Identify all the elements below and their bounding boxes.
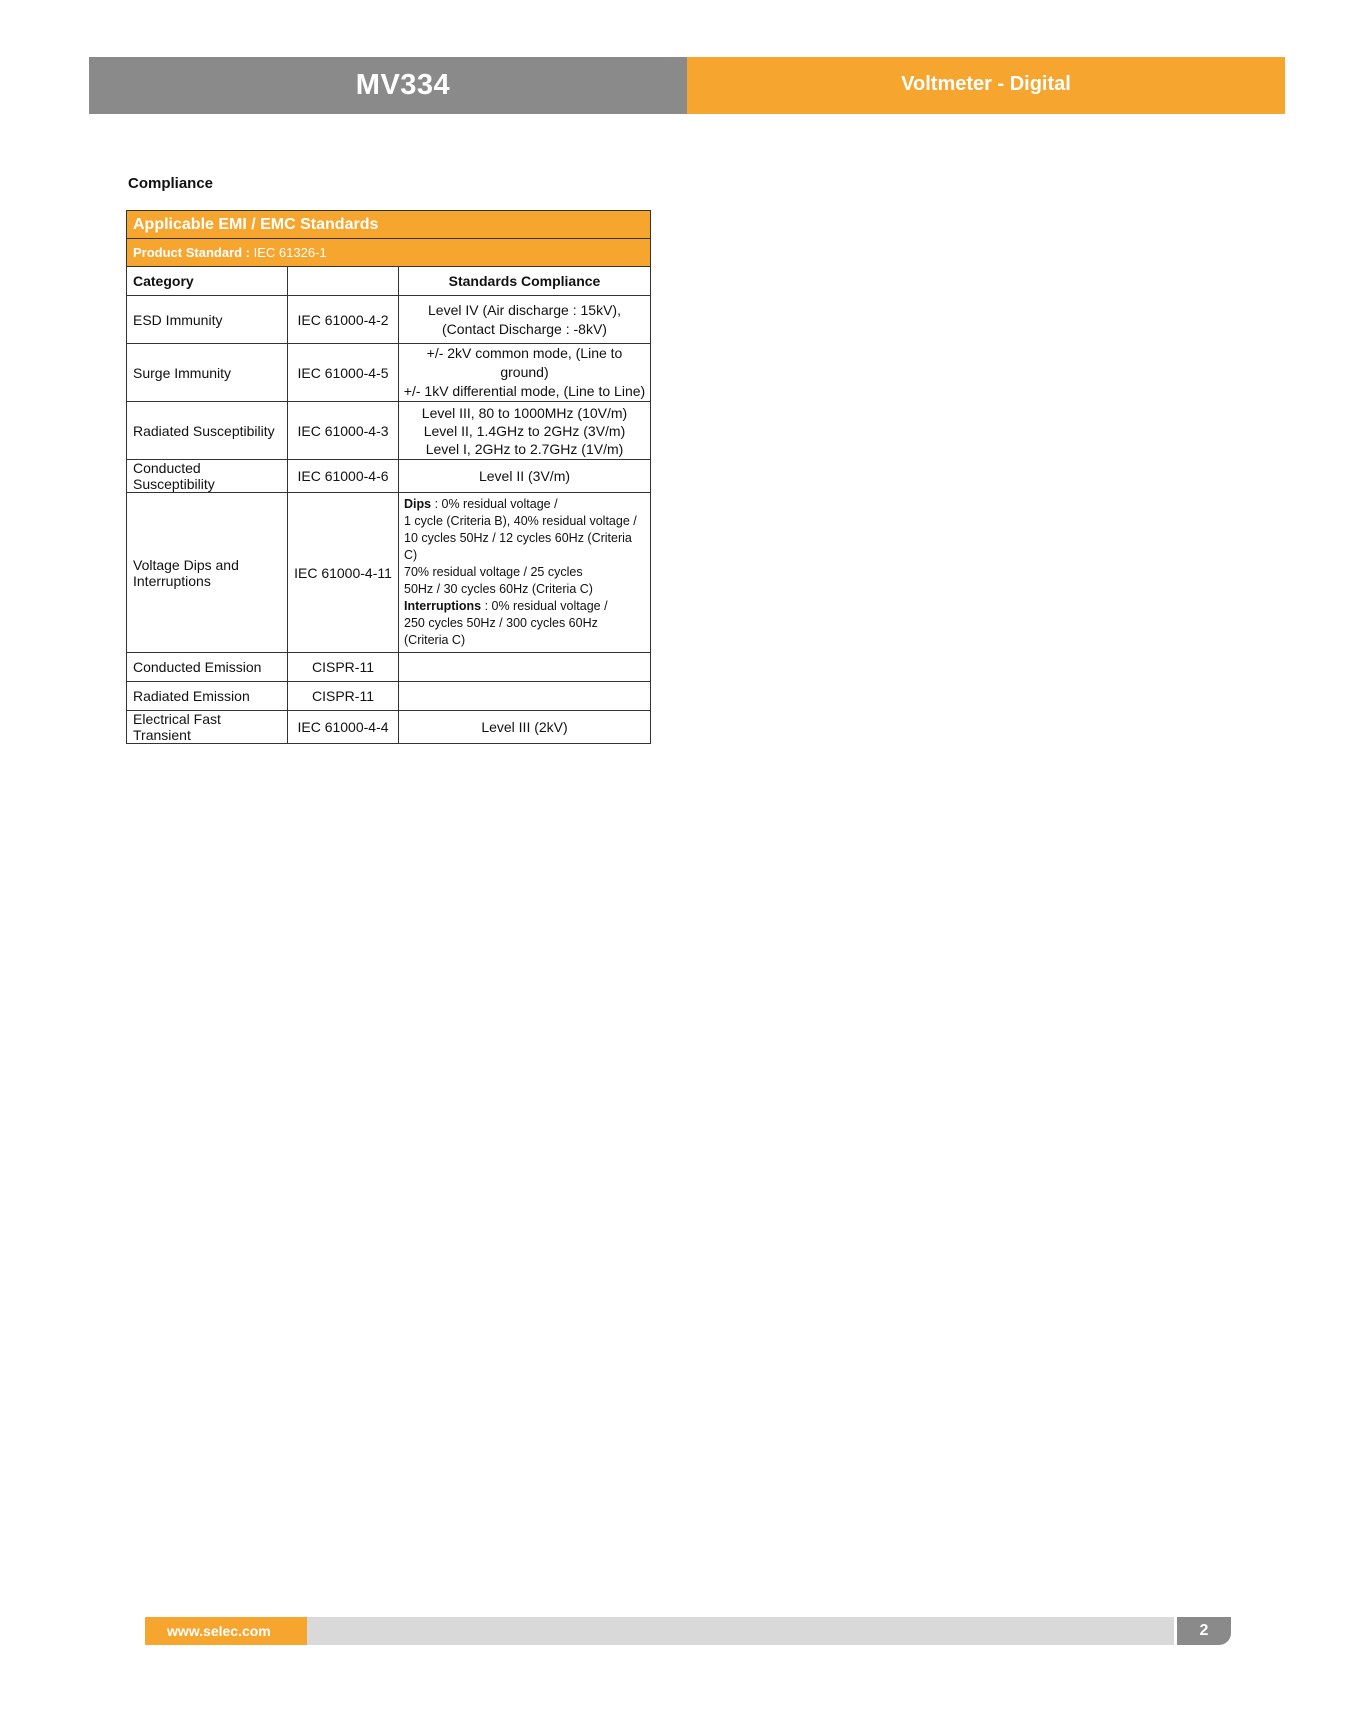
compliance-line: (Criteria C) — [404, 633, 466, 647]
table-title-row — [127, 211, 651, 239]
page-number-tab — [1177, 1617, 1231, 1645]
row-standard: CISPR-11 — [288, 682, 399, 711]
header-category: Category — [127, 267, 288, 296]
row-category: Surge Immunity — [127, 344, 288, 402]
product-standard — [127, 239, 651, 267]
table-row — [127, 402, 651, 460]
compliance-table — [126, 210, 651, 744]
compliance-line: Level IV (Air discharge : 15kV), — [428, 301, 621, 318]
row-standard: IEC 61000-4-3 — [288, 402, 399, 460]
compliance-line: 1 cycle (Criteria B), 40% residual voltage / — [404, 514, 637, 528]
footer-bar — [307, 1617, 1174, 1645]
compliance-line: Level II, 1.4GHz to 2GHz (3V/m) — [423, 422, 626, 439]
table-row — [127, 493, 651, 653]
compliance-line: Level I, 2GHz to 2.7GHz (1V/m) — [425, 440, 624, 457]
category-line: Interruptions — [133, 572, 211, 589]
row-standard: CISPR-11 — [288, 653, 399, 682]
row-compliance — [399, 344, 651, 402]
row-standard: IEC 61000-4-5 — [288, 344, 399, 402]
header-type-bar — [687, 57, 1285, 114]
compliance-line: 10 cycles 50Hz / 12 cycles 60Hz (Criteria C) — [404, 531, 632, 562]
compliance-line: Level III, 80 to 1000MHz (10V/m) — [421, 404, 628, 421]
footer-website[interactable] — [145, 1617, 307, 1645]
product-type-title: Voltmeter - Digital — [901, 73, 1071, 95]
dips-text: : 0% residual voltage / — [431, 497, 558, 511]
header-compliance: Standards Compliance — [399, 267, 651, 296]
model-title: MV334 — [355, 69, 451, 101]
row-standard: IEC 61000-4-2 — [288, 296, 399, 344]
row-compliance — [399, 653, 651, 682]
table-row — [127, 711, 651, 744]
row-compliance: Level II (3V/m) — [399, 460, 651, 493]
header-model-bar — [89, 57, 687, 114]
table-row — [127, 344, 651, 402]
product-standard-value: IEC 61326-1 — [250, 245, 327, 260]
compliance-line: +/- 1kV differential mode, (Line to Line) — [403, 383, 646, 399]
table-row — [127, 682, 651, 711]
row-category: Electrical Fast Transient — [127, 711, 288, 744]
row-compliance: Level III (2kV) — [399, 711, 651, 744]
product-standard-label: Product Standard : — [133, 245, 251, 260]
table-row — [127, 460, 651, 493]
compliance-line: 70% residual voltage / 25 cycles — [404, 565, 583, 579]
row-standard: IEC 61000-4-4 — [288, 711, 399, 744]
page-number: 2 — [1199, 1622, 1209, 1639]
compliance-line — [404, 496, 645, 513]
header-blank — [288, 267, 399, 296]
table-header-row — [127, 267, 651, 296]
compliance-line: (Contact Discharge : -8kV) — [442, 320, 607, 337]
row-category — [127, 493, 288, 653]
row-compliance — [399, 682, 651, 711]
row-category: Conducted Emission — [127, 653, 288, 682]
category-line: Voltage Dips and — [133, 556, 239, 573]
interruptions-label: Interruptions — [404, 599, 482, 613]
compliance-line — [404, 598, 645, 615]
section-title: Compliance — [128, 175, 214, 192]
dips-label: Dips — [404, 497, 432, 511]
table-row — [127, 296, 651, 344]
row-standard: IEC 61000-4-11 — [288, 493, 399, 653]
compliance-line: 50Hz / 30 cycles 60Hz (Criteria C) — [404, 582, 593, 596]
product-standard-row — [127, 239, 651, 267]
row-category: Radiated Susceptibility — [127, 402, 288, 460]
row-category: ESD Immunity — [127, 296, 288, 344]
table-row — [127, 653, 651, 682]
interruptions-text: : 0% residual voltage / — [481, 599, 608, 613]
compliance-line: +/- 2kV common mode, (Line to ground) — [426, 345, 623, 380]
row-standard: IEC 61000-4-6 — [288, 460, 399, 493]
row-compliance — [399, 296, 651, 344]
row-category: Radiated Emission — [127, 682, 288, 711]
compliance-line: 250 cycles 50Hz / 300 cycles 60Hz — [404, 616, 598, 630]
table-title: Applicable EMI / EMC Standards — [127, 211, 651, 239]
website-link[interactable]: www.selec.com — [167, 1623, 271, 1639]
row-category: Conducted Susceptibility — [127, 460, 288, 493]
row-compliance — [399, 402, 651, 460]
row-compliance — [399, 493, 651, 653]
